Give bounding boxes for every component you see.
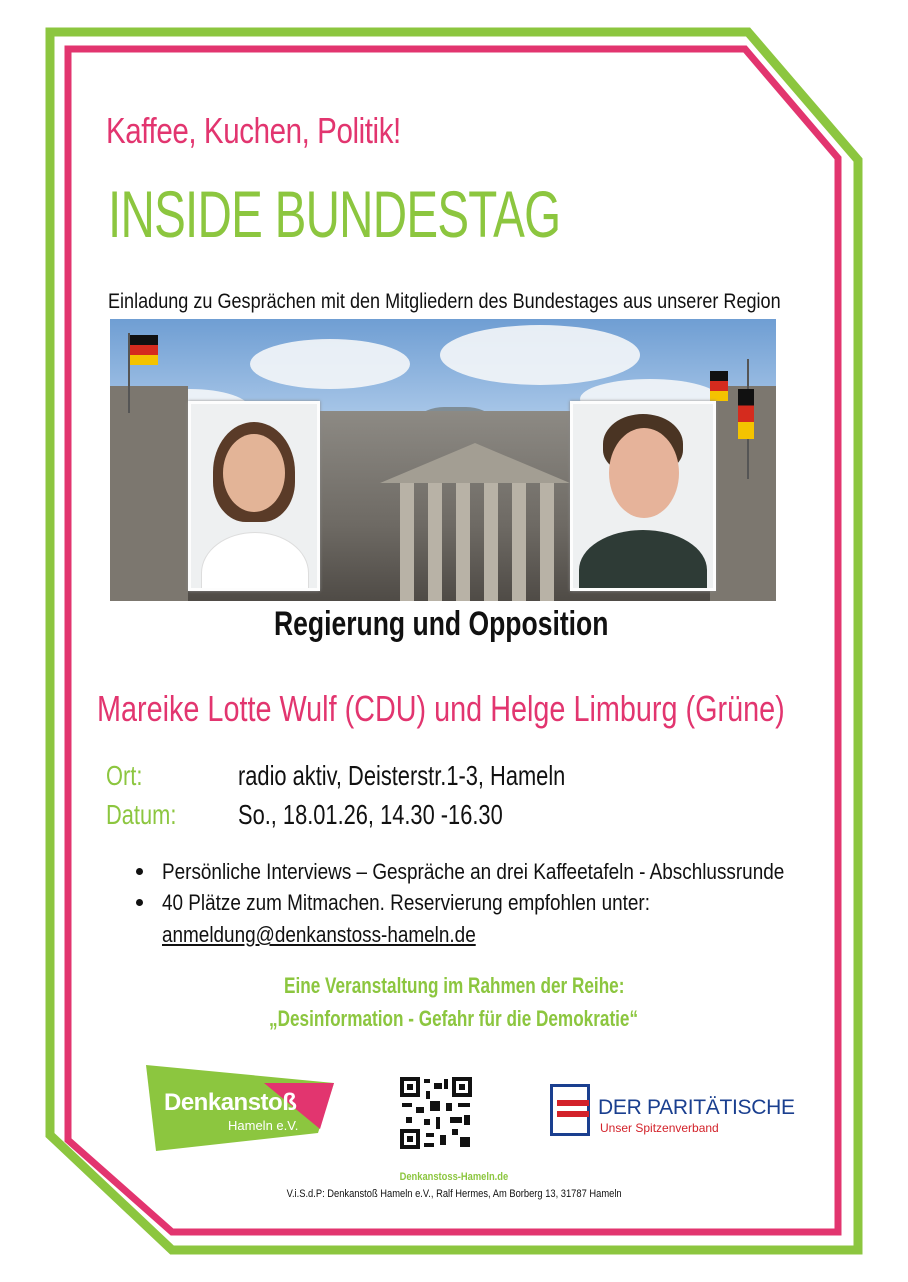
paritaetische-logo bbox=[550, 1084, 800, 1138]
bullet-icon bbox=[136, 899, 143, 906]
denkanstoss-logo-text: Denkansto bbox=[164, 1089, 283, 1116]
page-title: INSIDE BUNDESTAG bbox=[108, 177, 561, 251]
bullet-icon bbox=[136, 868, 143, 875]
email-link[interactable]: anmeldung@denkanstoss-hameln.de bbox=[162, 922, 476, 947]
hero-image bbox=[110, 319, 776, 601]
footer-website[interactable]: Denkanstoss-Hameln.de bbox=[399, 1171, 509, 1183]
denkanstoss-logo-subtext: Hameln e.V. bbox=[228, 1118, 299, 1133]
paritaetische-logo-subtext: Unser Spitzenverband bbox=[600, 1121, 719, 1135]
place-value: radio aktiv, Deisterstr.1-3, Hameln bbox=[238, 760, 566, 791]
info-list bbox=[134, 856, 886, 918]
date-value: So., 18.01.26, 14.30 -16.30 bbox=[238, 799, 503, 830]
speakers-line: Mareike Lotte Wulf (CDU) und Helge Limburg (Grüne) bbox=[97, 688, 785, 729]
invitation-text: Einladung zu Gesprächen mit den Mitgliedern des Bundestages aus unserer Region bbox=[108, 290, 781, 313]
footer-imprint: V.i.S.d.P: Denkanstoß Hameln e.V., Ralf Hermes, Am Borberg 13, 31787 Hameln bbox=[286, 1188, 622, 1200]
series-line-2: „Desinformation - Gefahr für die Demokratie“ bbox=[269, 1006, 639, 1031]
german-flag-icon bbox=[738, 389, 754, 439]
subtitle: Kaffee, Kuchen, Politik! bbox=[106, 110, 401, 151]
list-item: 40 Plätze zum Mitmachen. Reservierung empfohlen unter: bbox=[134, 887, 886, 918]
qr-code[interactable] bbox=[400, 1077, 472, 1149]
paritaetische-logo-text: DER PARITÄTISCHE bbox=[598, 1096, 795, 1119]
series-line-1: Eine Veranstaltung im Rahmen der Reihe: bbox=[283, 973, 625, 998]
denkanstoss-logo-sz: ß bbox=[282, 1089, 297, 1116]
portrait-helge-limburg bbox=[570, 401, 716, 591]
german-flag-icon bbox=[710, 371, 728, 401]
list-item: Persönliche Interviews – Gespräche an drei Kaffeetafeln - Abschlussrunde bbox=[134, 856, 886, 887]
place-label: Ort: bbox=[106, 760, 143, 791]
denkanstoss-logo bbox=[146, 1063, 336, 1153]
german-flag-icon bbox=[130, 335, 158, 365]
date-label: Datum: bbox=[106, 799, 177, 830]
section-heading: Regierung und Opposition bbox=[274, 605, 609, 643]
portrait-mareike-lotte-wulf bbox=[188, 401, 320, 591]
